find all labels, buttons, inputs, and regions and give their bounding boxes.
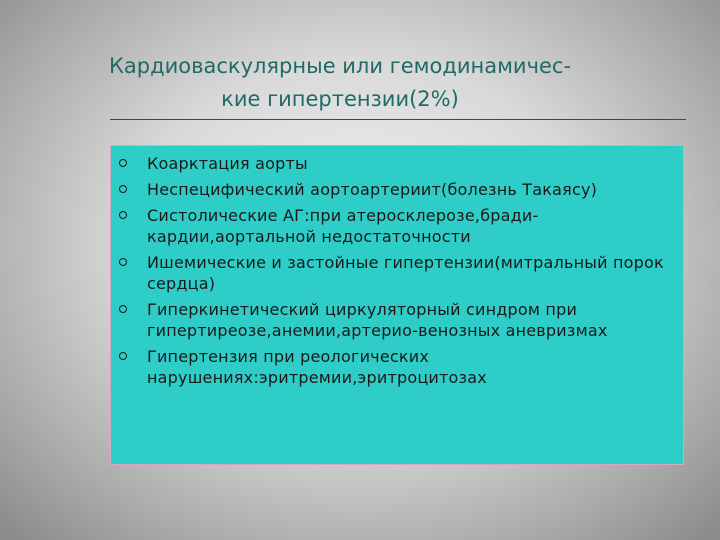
- circle-bullet-icon: [119, 305, 127, 313]
- circle-bullet-icon: [119, 185, 127, 193]
- title-line: Кардиоваскулярные или гемодинамичес-: [108, 54, 572, 78]
- title-divider: [110, 119, 686, 120]
- content-box: [110, 145, 684, 465]
- slide-title: [100, 50, 580, 116]
- circle-bullet-icon: [119, 159, 127, 167]
- bullet-text: Гиперкинетический циркуляторный синдром при гипертиреозе,анемии,артерио-венозных аневризмах: [147, 300, 608, 340]
- bullet-text: Неспецифический аортоартериит(болезнь Такаясу): [147, 180, 598, 199]
- bullet-text: Ишемические и застойные гипертензии(митральный порок сердца): [147, 253, 664, 293]
- bullet-item: [111, 205, 673, 247]
- circle-bullet-icon: [119, 352, 127, 360]
- bullet-text: Гипертензия при реологических нарушениях:эритремии,эритроцитозах: [147, 347, 487, 387]
- bullet-item: [111, 179, 673, 200]
- bullet-item: [111, 252, 673, 294]
- bullet-item: [111, 346, 673, 388]
- bullet-text: Систолические АГ:при атеросклерозе,бради-кардии,аортальной недостаточности: [147, 206, 539, 246]
- title-line: кие гипертензии(2%): [221, 87, 459, 111]
- bullet-list: [111, 153, 673, 388]
- bullet-item: [111, 299, 673, 341]
- circle-bullet-icon: [119, 258, 127, 266]
- circle-bullet-icon: [119, 211, 127, 219]
- bullet-item: [111, 153, 673, 174]
- bullet-text: Коарктация аорты: [147, 154, 308, 173]
